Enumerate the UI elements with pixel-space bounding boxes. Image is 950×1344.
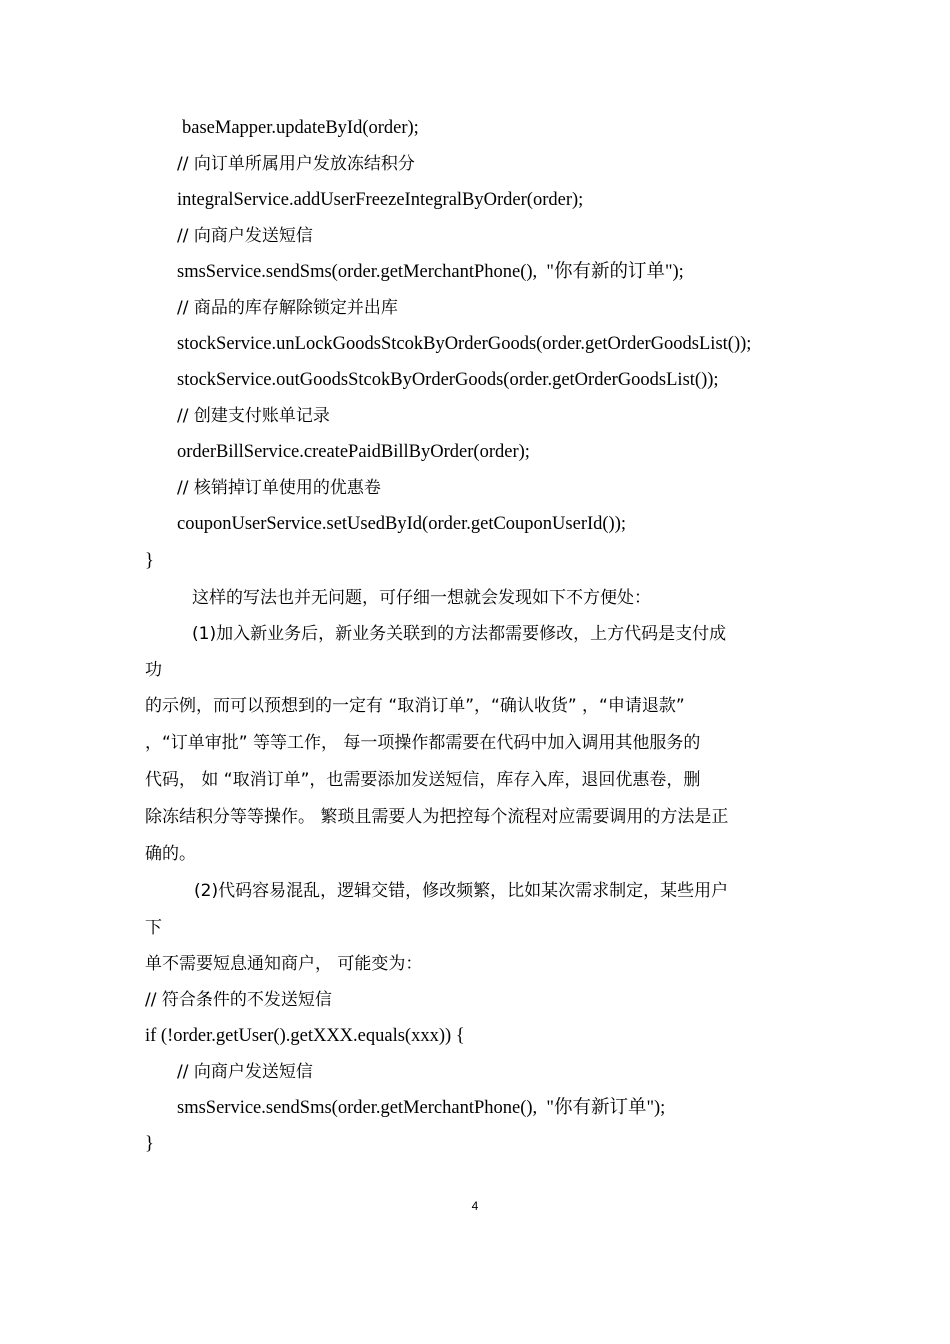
code-comment: // 创建支付账单记录: [177, 406, 330, 426]
code-comment: // 向商户发送短信: [177, 226, 313, 246]
code-line: smsService.sendSms(order.getMerchantPhone(), "你有新订单");: [177, 1098, 666, 1118]
code-comment: // 符合条件的不发送短信: [145, 990, 332, 1010]
code-line: stockService.outGoodsStcokByOrderGoods(order.getOrderGoodsList());: [177, 370, 719, 390]
code-comment: // 向订单所属用户发放冻结积分: [177, 154, 415, 174]
point-1-text: 除冻结积分等等操作。 繁琐且需要人为把控每个流程对应需要调用的方法是正: [145, 807, 729, 827]
code-closing-brace: }: [145, 551, 154, 571]
code-line: orderBillService.createPaidBillByOrder(order);: [177, 442, 530, 462]
code-line: couponUserService.setUsedById(order.getCouponUserId());: [177, 514, 627, 534]
point-2-text: 单不需要短息通知商户， 可能变为：: [145, 954, 423, 974]
point-1-text: 功: [145, 660, 162, 680]
point-2-text: (2)代码容易混乱，逻辑交错，修改频繁，比如某次需求制定，某些用户: [194, 881, 729, 901]
page-number: 4: [471, 1199, 479, 1213]
point-1-text: 的示例，而可以预想到的一定有 “取消订单”，“确认收货” ，“申请退款”: [145, 696, 685, 716]
code-line: smsService.sendSms(order.getMerchantPhone(), "你有新的订单");: [177, 262, 684, 282]
code-comment: // 核销掉订单使用的优惠卷: [177, 478, 381, 498]
code-line: baseMapper.updateById(order);: [182, 118, 419, 138]
code-line: if (!order.getUser().getXXX.equals(xxx)) {: [145, 1026, 465, 1046]
point-2-text: 下: [145, 918, 162, 938]
intro-paragraph: 这样的写法也并无问题，可仔细一想就会发现如下不方便处：: [192, 588, 651, 608]
point-1-text: ，“订单审批” 等等工作， 每一项操作都需要在代码中加入调用其他服务的: [145, 733, 701, 753]
code-line: integralService.addUserFreezeIntegralByOrder(order);: [177, 190, 584, 210]
point-1-text: (1)加入新业务后，新业务关联到的方法都需要修改，上方代码是支付成: [192, 624, 727, 644]
point-1-text: 代码， 如 “取消订单”，也需要添加发送短信，库存入库，退回优惠卷，删: [145, 770, 701, 790]
code-closing-brace: }: [145, 1134, 154, 1154]
code-comment: // 向商户发送短信: [177, 1062, 313, 1082]
code-line: stockService.unLockGoodsStcokByOrderGoods(order.getOrderGoodsList());: [177, 334, 752, 354]
code-comment: // 商品的库存解除锁定并出库: [177, 298, 398, 318]
point-1-text: 确的。: [145, 844, 196, 864]
